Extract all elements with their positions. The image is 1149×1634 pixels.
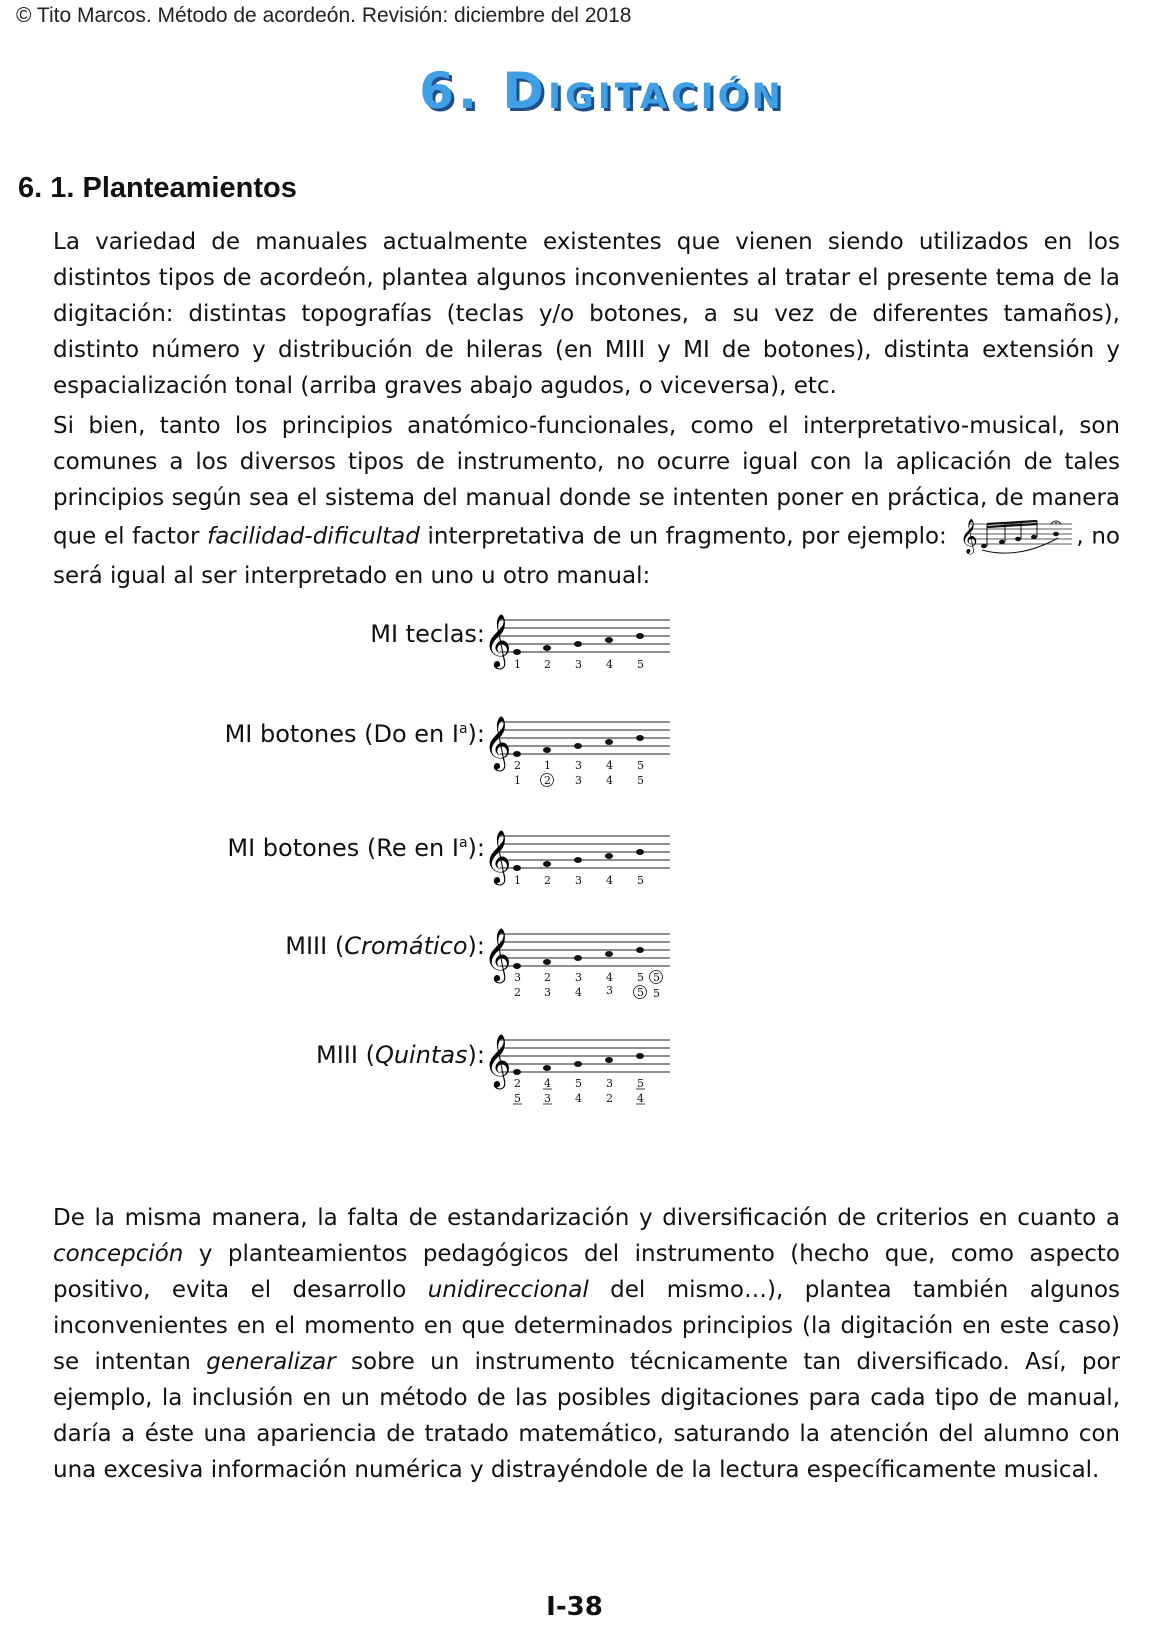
fingering-digit: 5 xyxy=(637,658,644,671)
example-label-miii-cromatico xyxy=(285,932,485,960)
fingering-digit: 4 xyxy=(606,658,613,671)
label-italic: Cromático xyxy=(344,932,468,960)
paragraph-intro: La variedad de manuales actualmente existentes que vienen siendo utilizados en los distintos tipos de acordeón, plantea algunos inconvenientes al tratar el presente tema de la digitación: distintas topografías (teclas y/o botones, a su vez de diferentes tamaños), distinto número y distribución de hileras (en MIII y MI de botones), distinta extensión y espacialización tonal (arriba graves abajo agudos, o viceversa), etc. xyxy=(53,229,1120,399)
staff-mi-botones-do xyxy=(484,712,700,807)
fingering-digit: 1 xyxy=(514,874,521,887)
label-end: ): xyxy=(467,720,485,748)
fingering-digit: 5 xyxy=(575,1077,582,1090)
fingering-digit: 4 xyxy=(575,1092,582,1105)
p3-text-2: y planteamientos pedagógicos del instrumento (hecho que, como aspecto positivo, evita el desarrollo xyxy=(53,1241,1120,1303)
fingering-digit: 4 xyxy=(637,1092,644,1105)
p3-text-4: sobre un instrumento técnicamente tan diversificado. Así, por ejemplo, la inclusión en un método de las posibles digitaciones para cada tipo de manual, daría a éste una apariencia de tratado matemático, saturando la atención del alumno con una excesiva información numérica y distrayéndole de la lectura específicamente musical. xyxy=(53,1349,1120,1483)
fingering-digit: 1 xyxy=(514,658,521,671)
fingering-digit: 2 xyxy=(544,774,551,787)
fingering-digit: 3 xyxy=(544,1092,551,1105)
fingering-digit-circled: 5 xyxy=(637,986,644,999)
fingering-digit: 5 xyxy=(637,874,644,887)
running-header: © Tito Marcos. Método de acordeón. Revisión: diciembre del 2018 xyxy=(16,4,632,27)
fingering-digit: 2 xyxy=(544,971,551,984)
label-text: MIII ( xyxy=(285,932,345,960)
fingering-digit-circled: 5 xyxy=(653,971,660,984)
example-label-miii-quintas xyxy=(316,1041,485,1069)
example-label-mi-botones-do xyxy=(225,720,485,748)
fingering-digit: 2 xyxy=(544,874,551,887)
fingering-digit: 2 xyxy=(514,986,521,999)
fingering-digit: 5 xyxy=(637,1077,644,1090)
fingering-digit: 2 xyxy=(514,759,521,772)
example-label-mi-botones-re xyxy=(227,834,485,862)
p2-text-1: Si bien, tanto los principios anatómico-funcionales, como el interpretativo-musical, son comunes a los diversos tipos de instrumento, no ocurre igual con la aplicación de tales principios según sea el sistema del manual donde se intenten poner en práctica, de manera que el factor xyxy=(53,413,1120,550)
label-sup: a xyxy=(458,835,468,851)
example-label-mi-teclas: MI teclas: xyxy=(370,620,485,648)
fingering-digit: 1 xyxy=(544,759,551,772)
p3-text-1: De la misma manera, la falta de estandarización y diversificación de criterios en cuanto a xyxy=(53,1205,1120,1231)
svg-text:𝄞: 𝄞 xyxy=(484,829,512,883)
fingering-digit: 4 xyxy=(606,874,613,887)
p2-text-2: interpretativa de un fragmento, por ejemplo: xyxy=(419,523,955,550)
label-text: MI botones (Do en I xyxy=(224,720,459,748)
svg-text:𝄞: 𝄞 xyxy=(960,519,979,554)
fingering-digit: 4 xyxy=(606,774,613,787)
label-end: ): xyxy=(467,932,485,960)
label-end: ): xyxy=(467,834,485,862)
section-heading: 6. 1. Planteamientos xyxy=(18,172,297,204)
fingering-digit: 3 xyxy=(575,658,582,671)
page-number: I-38 xyxy=(546,1592,603,1622)
staff-miii-quintas xyxy=(484,1030,700,1125)
fingering-digit: 5 xyxy=(637,971,644,984)
staff-mi-botones-re xyxy=(484,826,700,921)
fingering-digit: 3 xyxy=(575,874,582,887)
fingering-digit: 4 xyxy=(544,1077,551,1090)
fingering-digit: 3 xyxy=(575,971,582,984)
label-italic: Quintas xyxy=(374,1041,468,1069)
fingering-digit: 5 xyxy=(514,1092,521,1105)
p3-italic-2: unidireccional xyxy=(427,1277,589,1303)
label-end: ): xyxy=(467,1041,485,1069)
p3-text-3: del mismo…), plantea también algunos inconvenientes en el momento en que determinados principios (la digitación en este caso) se intentan xyxy=(53,1277,1121,1375)
fingering-digit: 4 xyxy=(606,759,613,772)
staff-mi-teclas xyxy=(484,610,700,705)
fingering-digit: 3 xyxy=(606,1077,613,1090)
fingering-digit: 3 xyxy=(606,984,613,997)
fingering-digit: 3 xyxy=(544,986,551,999)
fingering-digit: 2 xyxy=(544,658,551,671)
p3-italic-3: generalizar xyxy=(206,1349,336,1375)
fingering-digit: 5 xyxy=(637,759,644,772)
p2-text-3: , no será igual al ser interpretado en uno u otro manual: xyxy=(53,523,1120,589)
fingering-digit: 5 xyxy=(653,987,660,1000)
fingering-digit: 2 xyxy=(606,1092,613,1105)
fingering-digit: 3 xyxy=(514,971,521,984)
paragraph-principles xyxy=(53,408,1120,594)
staff-miii-cromatico xyxy=(484,924,700,1019)
chapter-title-text: 6. Digitación xyxy=(419,62,785,120)
p3-italic-1: concepción xyxy=(53,1241,184,1267)
svg-text:𝄞: 𝄞 xyxy=(484,715,512,769)
fingering-digit: 3 xyxy=(575,759,582,772)
chapter-title xyxy=(0,62,1149,120)
paragraph-conclusion xyxy=(53,1200,1120,1488)
fingering-digit: 2 xyxy=(514,1077,521,1090)
inline-music-fragment xyxy=(956,516,1074,558)
label-text: MIII ( xyxy=(316,1041,375,1069)
fingering-digit: 3 xyxy=(575,774,582,787)
svg-text:𝄞: 𝄞 xyxy=(484,1033,512,1087)
fingering-digit: 4 xyxy=(606,971,613,984)
fingering-digit: 4 xyxy=(575,986,582,999)
label-sup: a xyxy=(458,721,468,737)
label-text: MI botones (Re en I xyxy=(227,834,459,862)
svg-text:𝄞: 𝄞 xyxy=(484,613,512,667)
fingering-digit: 1 xyxy=(514,774,521,787)
p2-italic-1: facilidad-dificultad xyxy=(207,523,420,550)
fingering-digit: 5 xyxy=(637,774,644,787)
svg-text:𝄞: 𝄞 xyxy=(484,927,512,981)
